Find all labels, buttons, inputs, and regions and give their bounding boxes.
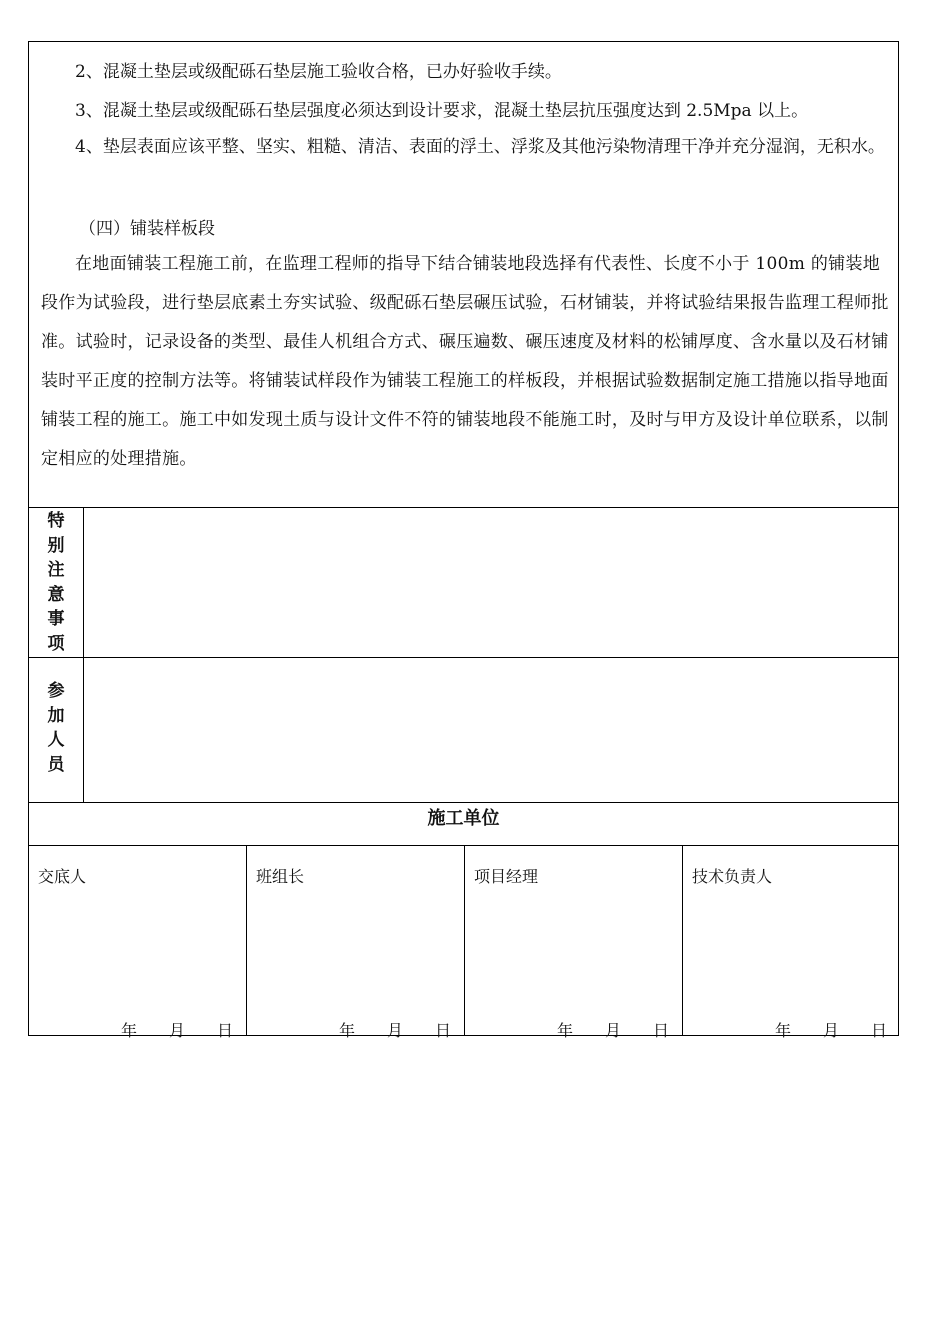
item-4-text: 4、垫层表面应该平整、坚实、粗糙、清洁、表面的浮土、浮浆及其他污染物清理干净并充分湿润，无积水。 <box>75 137 885 157</box>
participants-divider <box>29 802 898 803</box>
signature-divider-3 <box>682 845 683 1036</box>
signature-date-technical-lead: 年 月 日 <box>775 1021 888 1040</box>
handover-form-table <box>28 41 899 1040</box>
signature-label-team-leader: 班组长 <box>256 867 305 886</box>
signature-date-briefer: 年 月 日 <box>121 1021 234 1040</box>
participants-label: 参 加 人 员 <box>47 681 65 775</box>
signature-date-project-manager: 年 月 日 <box>557 1021 670 1040</box>
section-4-body: 在地面铺装工程施工前，在监理工程师的指导下结合铺装地段选择有代表性、长度不小于 100m 的铺装地段作为试验段，进行垫层底素土夯实试验、级配砾石垫层碾压试验，石材铺装，并将试验结果报告监理工程师批准。试验时，记录设备的类型、最佳人机组合方式、碾压遍数、碾压速度及材料的松铺厚度、含水量以及石材铺装时平正度的控制方法等。将铺装试样段作为铺装工程施工的样板段，并根据试验数据制定施工措施以指导地面铺装工程的施工。施工中如发现土质与设计文件不符的铺装地段不能施工时，及时与甲方及设计单位联系，以制定相应的处理措施。 <box>41 254 889 469</box>
special-notes-label: 特 别 注 意 事 项 <box>47 511 65 654</box>
special-notes-field[interactable] <box>84 508 898 656</box>
item-2-text: 2、混凝土垫层或级配砾石垫层施工验收合格，已办好验收手续。 <box>75 62 562 82</box>
signature-divider-2 <box>464 845 465 1036</box>
item-3-text: 3、混凝土垫层或级配砾石垫层强度必须达到设计要求，混凝土垫层抗压强度达到 2.5Mpa 以上。 <box>75 101 809 121</box>
signature-label-project-manager: 项目经理 <box>474 867 539 886</box>
signature-date-team-leader: 年 月 日 <box>339 1021 452 1040</box>
signature-label-briefer: 交底人 <box>38 867 87 886</box>
participants-field[interactable] <box>84 658 898 801</box>
construction-unit-title: 施工单位 <box>427 808 500 829</box>
section-4-title: （四）铺装样板段 <box>79 219 215 239</box>
signature-label-technical-lead: 技术负责人 <box>692 867 773 886</box>
signature-divider-1 <box>246 845 247 1036</box>
